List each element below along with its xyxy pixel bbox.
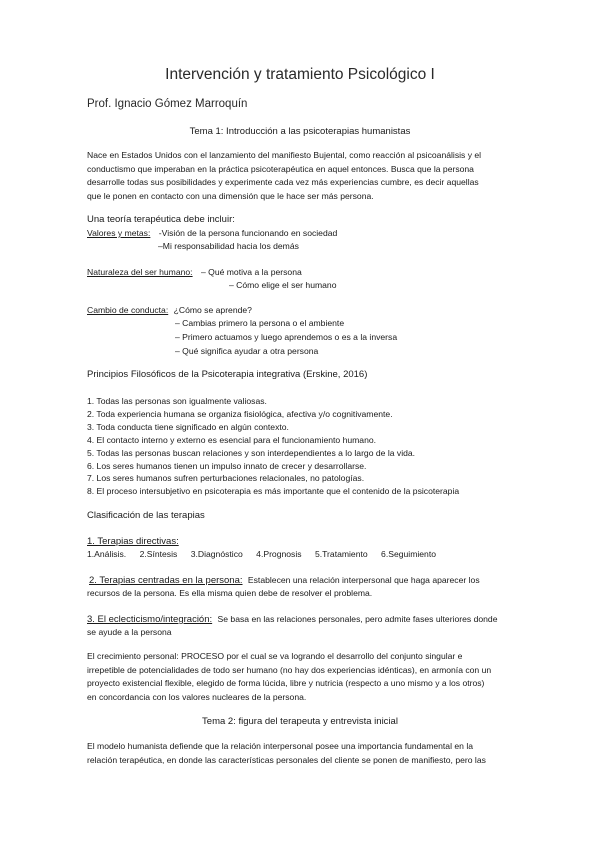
eclecticismo-label: 3. El eclecticismo/integración:	[87, 614, 213, 625]
valores-row	[87, 228, 337, 238]
centradas-text: recursos de la persona. Es ella misma quien debe de resolver el problema.	[87, 588, 373, 598]
valores-item: -Visión de la persona funcionando en sociedad	[158, 228, 338, 238]
eclecticismo-text: Se basa en las relaciones personales, pero admite fases ulteriores donde	[217, 614, 498, 624]
principios-heading: Principios Filosóficos de la Psicoterapia integrativa (Erskine, 2016)	[87, 369, 368, 380]
list-item: 4. El contacto interno y externo es esencial para el funcionamiento humano.	[87, 434, 377, 445]
tema1-heading: Tema 1: Introducción a las psicoterapias humanistas	[189, 126, 411, 137]
intro-line: que le ponen en contacto con una dimensión que le hace ser más persona.	[87, 190, 374, 201]
crecimiento-paragraph	[87, 650, 527, 704]
eclecticismo-row	[87, 614, 497, 625]
step-item: 3.Diagnóstico	[190, 549, 243, 559]
valores-label: Valores y metas:	[87, 228, 151, 238]
list-item: 5. Todas las personas buscan relaciones y son interdependientes a lo largo de la vida.	[87, 447, 416, 458]
step-item: 6.Seguimiento	[381, 549, 436, 559]
naturaleza-item: – Qué motiva a la persona	[200, 267, 302, 277]
naturaleza-row	[87, 267, 302, 277]
intro-line: conductismo que imperaban en la práctica psicoterapéutica en aquel entonces. Busca que la persona	[87, 163, 474, 174]
naturaleza-item: – Cómo elige el ser humano	[229, 280, 337, 290]
intro-line: desarrolle todas sus posibilidades y experimente cada vez más experiencias cumbre, es decir aquellas	[87, 177, 479, 188]
author-line: Prof. Ignacio Gómez Marroquín	[87, 98, 248, 110]
list-item: 7. Los seres humanos sufren perturbaciones relacionales, no patologías.	[87, 473, 365, 484]
cambio-item: – Primero actuamos y luego aprendemos o es a la inversa	[175, 332, 398, 342]
centradas-row	[89, 575, 480, 586]
directivas-steps	[87, 549, 447, 559]
crecimiento-line: El crecimiento personal: PROCESO por el cual se va logrando el desarrollo del conjunto singular e	[87, 651, 463, 661]
list-item: 8. El proceso intersubjetivo en psicoterapia es más importante que el contenido de la psicoterapia	[87, 486, 460, 497]
centradas-label: 2. Terapias centradas en la persona:	[89, 575, 243, 586]
eclecticismo-text: se ayude a la persona	[87, 627, 172, 637]
naturaleza-label: Naturaleza del ser humano:	[87, 267, 193, 277]
intro-line: Nace en Estados Unidos con el lanzamiento del manifiesto Bujental, como reacción al psicoanálisis y el	[87, 150, 482, 160]
list-item: 6. Los seres humanos tienen un impulso innato de crecer y desarrollarse.	[87, 460, 367, 471]
principios-list	[87, 395, 459, 498]
tema2-heading: Tema 2: figura del terapeuta y entrevista inicial	[202, 716, 398, 727]
modelo-line: El modelo humanista defiende que la relación interpersonal posee una importancia fundamental en la	[87, 741, 474, 751]
cambio-item: – Cambias primero la persona o el ambiente	[175, 318, 345, 328]
intro-paragraph	[87, 149, 527, 203]
cambio-item: – Qué significa ayudar a otra persona	[175, 346, 319, 356]
cambio-label: Cambio de conducta:	[87, 305, 169, 315]
list-item: 3. Toda conducta tiene significado en algún contexto.	[87, 421, 289, 432]
crecimiento-line: en concordancia con los valores nucleares de la persona.	[87, 691, 307, 702]
teoria-heading: Una teoría terapéutica debe incluir:	[87, 214, 235, 225]
step-item: 2.Síntesis	[139, 549, 178, 559]
page-title: Intervención y tratamiento Psicológico I	[165, 66, 435, 83]
step-item: 1.Análisis.	[87, 549, 127, 559]
clasificacion-heading: Clasificación de las terapias	[87, 510, 205, 521]
step-item: 5.Tratamiento	[314, 549, 368, 559]
list-item: 2. Toda experiencia humana se organiza fisiológica, afectiva y/o cognitivamente.	[87, 408, 393, 419]
valores-item: –Mi responsabilidad hacia los demás	[158, 241, 299, 251]
step-item: 4.Prognosis	[256, 549, 302, 559]
modelo-line: relación terapéutica, en donde las características personales del cliente se ponen de manifiesto, pero las	[87, 754, 486, 765]
crecimiento-line: irrepetible de potencialidades de todo ser humano (no hay dos experiencias idénticas), en armonía con un	[87, 664, 492, 675]
directivas-label: 1. Terapias directivas:	[87, 536, 179, 547]
cambio-question: ¿Cómo se aprende?	[173, 305, 252, 315]
cambio-row	[87, 305, 252, 315]
modelo-paragraph	[87, 740, 527, 767]
list-item: 1. Todas las personas son igualmente valiosas.	[87, 396, 267, 406]
crecimiento-line: proyecto existencial flexible, elegido de forma lúcida, libre y nutricia (respecto a uno mismo y a los otros)	[87, 678, 485, 689]
centradas-text: Establecen una relación interpersonal que haga aparecer los	[247, 575, 480, 585]
